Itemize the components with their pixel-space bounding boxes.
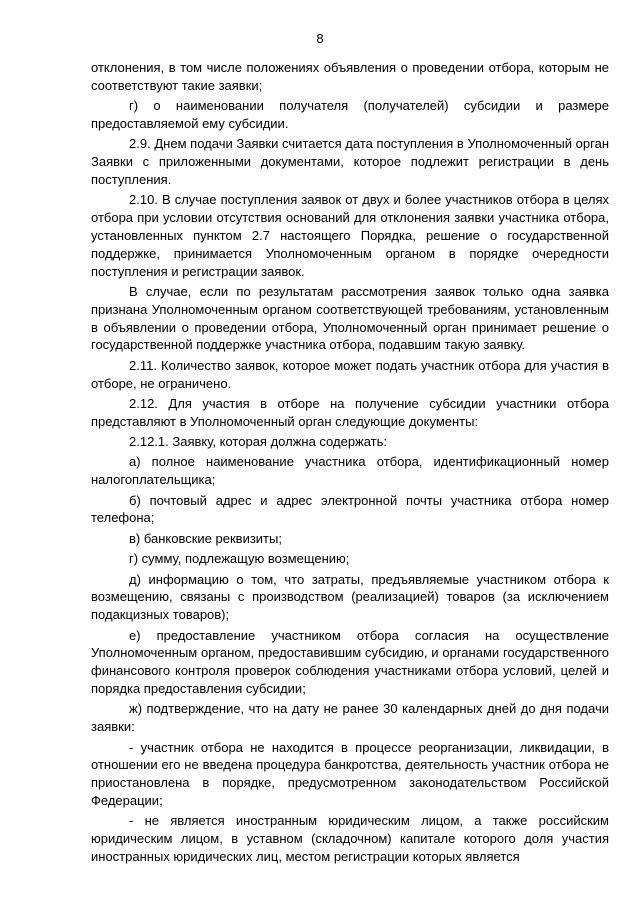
page-number: 8 <box>316 31 324 46</box>
paragraph-2-11: 2.11. Количество заявок, которое может подать участник отбора для участия в отборе, не ограничено. <box>91 357 609 391</box>
paragraph-item-d: д) информацию о том, что затраты, предъявляемые участником отбора к возмещению, связаны с производством (реализацией) товаров (за исключением подакцизных товаров); <box>91 571 609 623</box>
paragraph-item-g-recipient: г) о наименовании получателя (получателей) субсидии и размере предоставляемой ему субсидии. <box>91 98 609 131</box>
paragraph-item-b: б) почтовый адрес и адрес электронной почты участника отбора номер телефона; <box>91 492 609 526</box>
paragraph-bullet-reorganization: - участник отбора не находится в процессе реорганизации, ликвидации, в отношении его не введена процедура банкротства, деятельность участник отбора не приостановлена в порядке, предусмотренном законодательством Российской Федерации; <box>91 739 609 808</box>
paragraph-item-e: е) предоставление участником отбора согласия на осуществление Уполномоченным органом, предоставившим субсидию, и органами государственного финансового контроля проверок соблюдения участниками отбора условий, целей и порядка предоставления субсидии; <box>91 627 609 697</box>
paragraph-2-12-1: 2.12.1. Заявку, которая должна содержать: <box>129 434 388 450</box>
paragraph-2-10: 2.10. В случае поступления заявок от двух и более участников отбора в целях отбора при условии отсутствия оснований для отклонения заявки участника отбора, установленных пунктом 2.7 настоящего Порядка, решение о государственной поддержке, принимается Уполномоченным органом в порядке очередности поступления и регистрации заявок. <box>91 192 609 279</box>
document-body <box>91 59 609 868</box>
paragraph-2-9: 2.9. Днем подачи Заявки считается дата поступления в Уполномоченный орган Заявки с приложенными документами, которое подлежит регистрации в день поступления. <box>91 136 609 187</box>
paragraph-item-v: в) банковские реквизиты; <box>129 530 282 546</box>
paragraph-item-zh: ж) подтверждение, что на дату не ранее 30 календарных дней до дня подачи заявки: <box>91 701 609 735</box>
paragraph-bullet-foreign-entity: - не является иностранным юридическим лицом, а также российским юридическим лицом, в уставном (складочном) капитале которого доля участия иностранных юридических лиц, местом регистрации которых является <box>91 813 609 864</box>
paragraph-single-application: В случае, если по результатам рассмотрения заявок только одна заявка признана Уполномоченным органом соответствующей требованиям, установленным в объявлении о проведении отбора, Уполномоченный орган принимает решение о государственной поддержке участника отбора, подавшим такую заявку. <box>91 283 609 353</box>
paragraph-continuation: отклонения, в том числе положениях объявления о проведении отбора, которым не соответствуют такие заявки; <box>91 60 609 93</box>
paragraph-item-g: г) сумму, подлежащую возмещению; <box>129 551 350 567</box>
paragraph-2-12: 2.12. Для участия в отборе на получение субсидии участники отбора представляют в Уполномоченный орган следующие документы: <box>91 395 609 429</box>
paragraph-item-a: а) полное наименование участника отбора, идентификационный номер налогоплательщика; <box>91 454 609 488</box>
